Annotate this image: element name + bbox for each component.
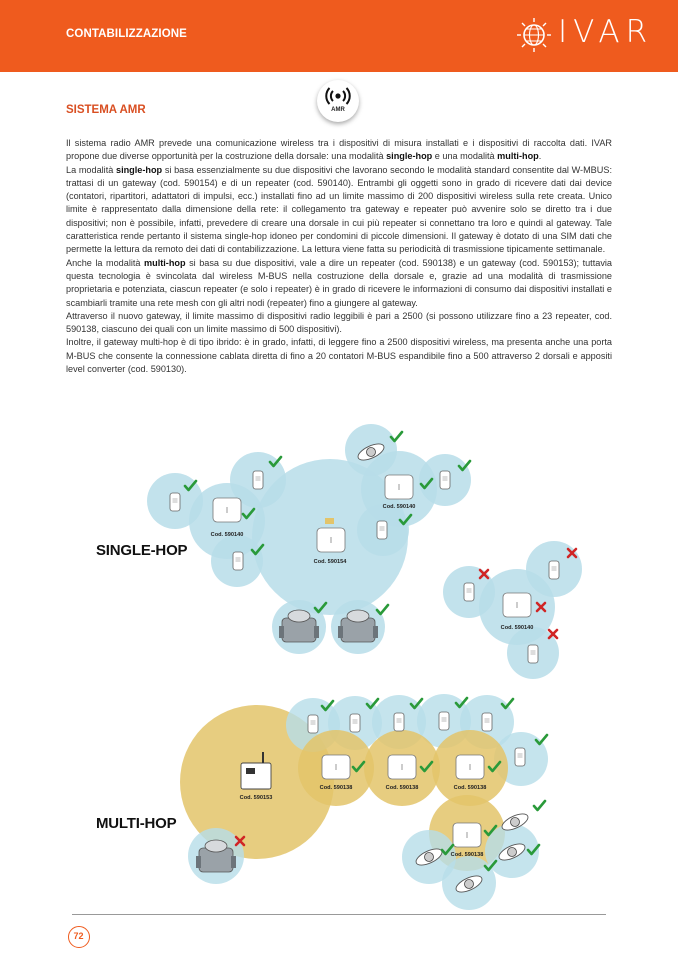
bold-term: multi-hop — [144, 257, 186, 268]
code-label: Cod. 590153 — [239, 795, 273, 801]
page-title: SISTEMA AMR — [66, 104, 146, 116]
paragraph — [66, 336, 612, 376]
multi-hop-network — [180, 694, 548, 910]
multi-hop-label: MULTI-HOP — [96, 815, 177, 832]
code-label: Cod. 590154 — [313, 559, 347, 565]
code-label: Cod. 590138 — [385, 785, 419, 791]
text: Il sistema radio AMR prevede una comunicazione wireless tra i dispositivi di misura installati e i dispositivi di raccolta dati. IVAR propone due diverse opportunità per la costruzione della dorsale: una modalità — [66, 138, 612, 162]
network-diagram — [0, 405, 678, 925]
paragraph — [66, 310, 612, 337]
bold-term: single-hop — [116, 164, 163, 175]
text: Inoltre, il gateway multi-hop è di tipo ibrido: è in grado, infatti, di leggere fino a 2500 dispositivi wireless, ma presenta anche una porta M-BUS che consente la connessione cablata diretta di fino a 20 contatori M-BUS espandibile fino a 500 attraverso 2 dorsali e appositi level converter (cod. 590130). — [66, 337, 612, 375]
brand-name: IVAR — [558, 14, 654, 50]
amr-label: AMR — [331, 107, 345, 113]
code-label: Cod. 590140 — [500, 625, 534, 631]
text: e una modalità — [432, 151, 498, 162]
code-label: Cod. 590140 — [382, 504, 416, 510]
paragraph — [66, 164, 612, 257]
text: La modalità — [66, 164, 116, 175]
section-title: CONTABILIZZAZIONE — [66, 28, 187, 40]
bold-term: single-hop — [386, 151, 433, 162]
paragraph — [66, 137, 612, 164]
code-label: Cod. 590140 — [210, 532, 244, 538]
page-number: 72 — [73, 931, 84, 941]
text: si basa su due dispositivi, vale a dire un repeater (cod. 590138) e un gateway (cod. 590153); tuttavia questa tecnologia è svincolata dal wireless M-BUS nella costruzione della dorsale e, grazie ad una modalità di trasmissione proprietaria e potenziata, ciascun repeater (e solo i repeater) è in grado di ricevere le informazioni di consumo dai dispositivi installati e scambiarli tramite una rete mesh con gli altri nodi (repeater) fino a giungere al gateway. — [66, 257, 612, 308]
page-number-badge — [68, 926, 90, 948]
text: si basa essenzialmente su due dispositivi che lavorano secondo le modalità standard consentite dal W-MBUS: trattasi di un gateway (cod. 590154) e di un repeater (cod. 590140). Entrambi gli oggetti sono in grado di ricevere dati dai device (contatori, ripartitori, adattatori di impulsi, ecc.) installati fino ad un limite massimo di 200 dispositivi wireless sulla rete creata. Unico limite è rappresentato dalla dimensione della rete: il collegamento tra gateway e repeater può avvenire solo se diretto tra i due dispositivi; non è possibile, infatti, prevedere di creare una dorsale in cui più repeater si connettano tra loro e quindi al gateway. Tale caratteristica rende pertanto il sistema single-hop idoneo per condomini di piccole dimensioni. Il gateway è dotato di una SIM dati che permette la lettura da remoto dei dati di contabilizzazione. La lettura viene fatta su periodicità di trasmissione tipicamente settimanale. — [66, 164, 612, 255]
footer-divider — [72, 914, 606, 915]
text: . — [538, 151, 542, 162]
code-label: Cod. 590138 — [319, 785, 353, 791]
bold-term: multi-hop — [497, 151, 539, 162]
text: Attraverso il nuovo gateway, il limite massimo di dispositivi radio leggibili è pari a 2500 (si possono utilizzare fino a 23 repeater, cod. 590138, ciascuno dei quali con un limite massimo di 500 dispositivi). — [66, 310, 612, 335]
text: Anche la modalità — [66, 257, 145, 268]
code-label: Cod. 590138 — [453, 785, 487, 791]
wireless-signal-icon — [317, 80, 359, 110]
page-header — [0, 0, 678, 72]
single-hop-label: SINGLE-HOP — [96, 542, 188, 559]
code-label: Cod. 590138 — [450, 852, 484, 858]
body-text — [66, 137, 612, 376]
sun-globe-icon — [517, 18, 551, 52]
amr-badge — [317, 80, 359, 122]
paragraph — [66, 257, 612, 310]
